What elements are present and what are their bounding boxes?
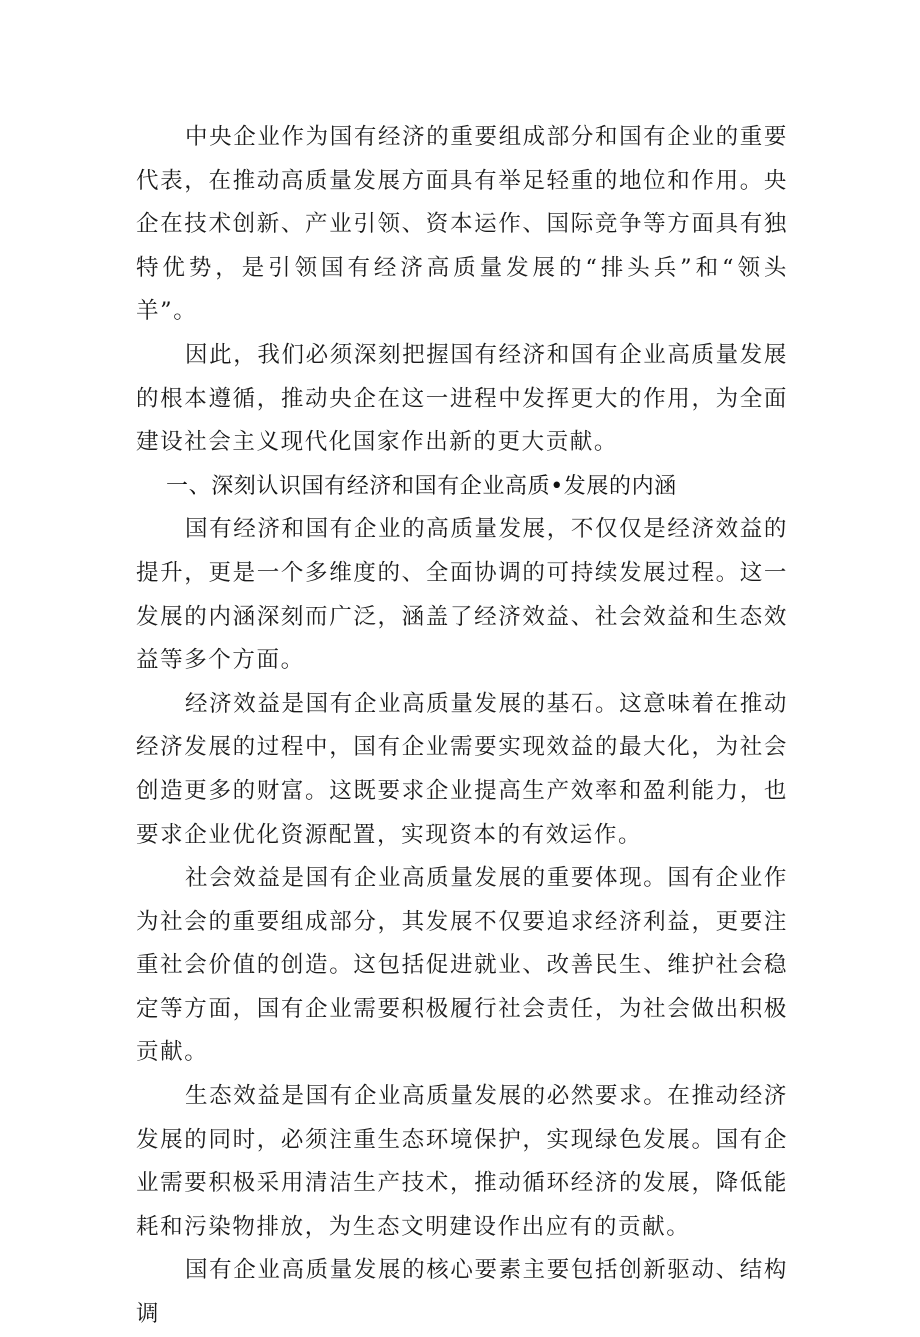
paragraph-economic-benefit: 经济效益是国有企业高质量发展的基石。这意味着在推动经济发展的过程中，国有企业需要实现效益的最大化，为社会创造更多的财富。这既要求企业提高生产效率和盈利能力，也要求企业优化资源配置，实现资本的有效运作。 [136, 690, 788, 848]
paragraph-core-elements: 国有企业高质量发展的核心要素主要包括创新驱动、结构调 [136, 1257, 788, 1328]
paragraph-ecological-benefit: 生态效益是国有企业高质量发展的必然要求。在推动经济发展的同时，必须注重生态环境保护，实现绿色发展。国有企业需要积极采用清洁生产技术，推动循环经济的发展，降低能耗和污染物排放，为生态文明建设作出应有的贡献。 [136, 1083, 788, 1240]
section-heading: 一、深刻认识国有经济和国有企业高质•发展的内涵 [166, 473, 677, 499]
paragraph-social-benefit: 社会效益是国有企业高质量发展的重要体现。国有企业作为社会的重要组成部分，其发展不仅要追求经济利益，更要注重社会价值的创造。这包括促进就业、改善民生、维护社会稳定等方面，国有企业需要积极履行社会责任，为社会做出积极贡献。 [136, 865, 788, 1066]
paragraph-central-enterprises: 中央企业作为国有经济的重要组成部分和国有企业的重要代表，在推动高质量发展方面具有举足轻重的地位和作用。央企在技术创新、产业引领、资本运作、国际竞争等方面具有独特优势，是引领国有经济高质量发展的“排头兵”和“领头羊”。 [136, 124, 788, 325]
document-body [136, 116, 788, 1337]
paragraph-therefore: 因此，我们必须深刻把握国有经济和国有企业高质量发展的根本遵循，推动央企在这一进程中发挥更大的作用，为全面建设社会主义现代化国家作出新的更大贡献。 [136, 341, 788, 456]
paragraph-connotation: 国有经济和国有企业的高质量发展，不仅仅是经济效益的提升，更是一个多维度的、全面协调的可持续发展过程。这一发展的内涵深刻而广泛，涵盖了经济效益、社会效益和生态效益等多个方面。 [136, 516, 788, 674]
